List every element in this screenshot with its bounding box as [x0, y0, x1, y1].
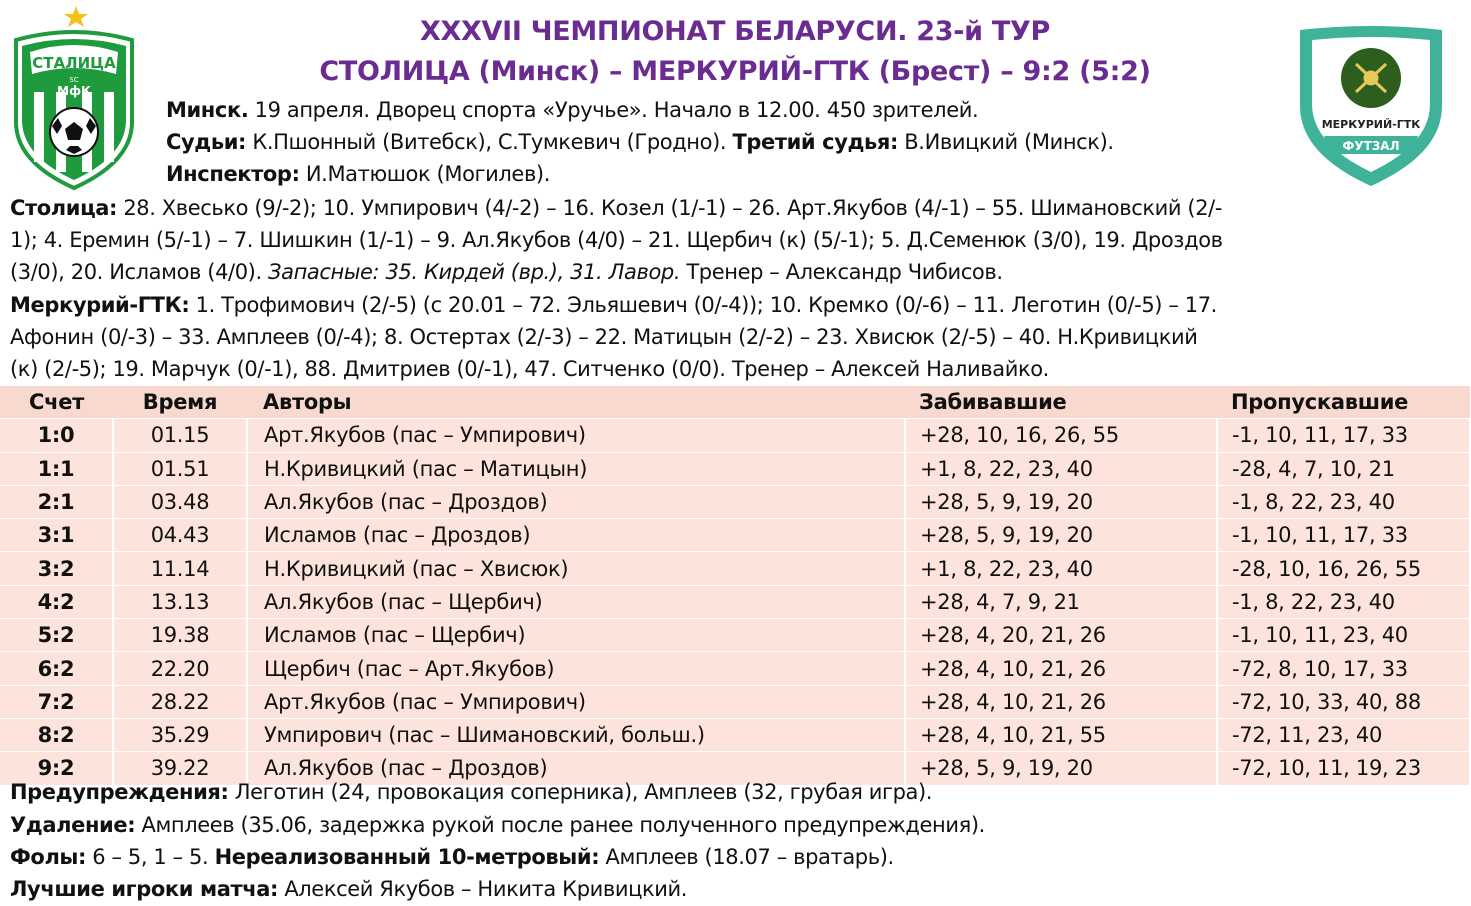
best-players-line: Лучшие игроки матча: Алексей Якубов – Никита Кривицкий.: [10, 877, 688, 901]
match-title: СТОЛИЦА (Минск) – МЕРКУРИЙ-ГТК (Брест) – 9:2 (5:2): [319, 56, 1151, 87]
table-row: 9:2 39.22 Ал.Якубов (пас – Дроздов) +28, 5, 9, 19, 20 -72, 10, 11, 19, 23: [0, 752, 1470, 785]
table-row: 3:1 04.43 Исламов (пас – Дроздов) +28, 5, 9, 19, 20 -1, 10, 11, 17, 33: [0, 519, 1470, 552]
goals-table-header: [0, 386, 1470, 419]
stolitsa-logo: [8, 2, 140, 192]
goals-table: [0, 386, 1471, 786]
sendoff-line: Удаление: Амплеев (35.06, задержка рукой после ранее полученного предупреждения).: [10, 813, 985, 837]
table-row: 4:2 13.13 Ал.Якубов (пас – Щербич) +28, 4, 7, 9, 21 -1, 8, 22, 23, 40: [0, 585, 1470, 618]
col-authors: Авторы: [247, 386, 905, 419]
svg-text:МЕРКУРИЙ-ГТК: МЕРКУРИЙ-ГТК: [1321, 118, 1421, 131]
table-row: 6:2 22.20 Щербич (пас – Арт.Якубов) +28, 4, 10, 21, 26 -72, 8, 10, 17, 33: [0, 652, 1470, 685]
col-conceders-on-court: Пропускавшие: [1217, 386, 1470, 419]
svg-text:ФУТЗАЛ: ФУТЗАЛ: [1342, 139, 1400, 153]
stolitsa-lineup-line-2: 1); 4. Еремин (5/-1) – 7. Шишкин (1/-1) – 9. Ал.Якубов (4/0) – 21. Щербич (к) (5/-1); 5. Д.Семенюк (3/0), 19. Дроздов: [10, 228, 1223, 252]
table-row: 2:1 03.48 Ал.Якубов (пас – Дроздов) +28, 5, 9, 19, 20 -1, 8, 22, 23, 40: [0, 485, 1470, 518]
merkury-lineup-line-1: Меркурий-ГТК: 1. Трофимович (2/-5) (с 20.01 – 72. Эльяшевич (0/-4)); 10. Кремко (0/-6) – 11. Леготин (0/-5) – 17.: [10, 293, 1217, 317]
championship-title: XXXVII ЧЕМПИОНАТ БЕЛАРУСИ. 23-й ТУР: [419, 16, 1051, 47]
match-place-line: Минск. 19 апреля. Дворец спорта «Уручье». Начало в 12.00. 450 зрителей.: [166, 98, 979, 122]
col-score: Счет: [0, 386, 113, 419]
table-row: 1:0 01.15 Арт.Якубов (пас – Умпирович) +28, 10, 16, 26, 55 -1, 10, 11, 17, 33: [0, 419, 1470, 452]
svg-text:SC: SC: [69, 76, 79, 84]
col-time: Время: [113, 386, 247, 419]
stolitsa-lineup-line-1: Столица: 28. Хвесько (9/-2); 10. Умпирович (4/-2) – 16. Козел (1/-1) – 26. Арт.Якубов (4/-1) – 55. Шимановский (2/-: [10, 196, 1223, 220]
inspector-line: Инспектор: И.Матюшок (Могилев).: [166, 162, 550, 186]
table-row: 7:2 28.22 Арт.Якубов (пас – Умпирович) +28, 4, 10, 21, 26 -72, 10, 33, 40, 88: [0, 685, 1470, 718]
table-row: 1:1 01.51 Н.Кривицкий (пас – Матицын) +1, 8, 22, 23, 40 -28, 4, 7, 10, 21: [0, 452, 1470, 485]
fouls-line: Фолы: 6 – 5, 1 – 5. Нереализованный 10-метровый: Амплеев (18.07 – вратарь).: [10, 845, 894, 869]
table-row: 5:2 19.38 Исламов (пас – Щербич) +28, 4, 20, 21, 26 -1, 10, 11, 23, 40: [0, 619, 1470, 652]
table-row: 8:2 35.29 Умпирович (пас – Шимановский, больш.) +28, 4, 10, 21, 55 -72, 11, 23, 40: [0, 718, 1470, 751]
referees-line: Судьи: К.Пшонный (Витебск), С.Тумкевич (Гродно). Третий судья: В.Ивицкий (Минск).: [166, 130, 1114, 154]
soccer-ball-icon: [50, 108, 98, 156]
svg-text:СТАЛИЦА: СТАЛИЦА: [32, 54, 116, 72]
table-row: 3:2 11.14 Н.Кривицкий (пас – Хвисюк) +1, 8, 22, 23, 40 -28, 10, 16, 26, 55: [0, 552, 1470, 585]
star-icon: [64, 6, 88, 27]
merkury-gtk-logo: [1298, 26, 1444, 188]
col-scorers-on-court: Забивавшие: [905, 386, 1217, 419]
warnings-line: Предупреждения: Леготин (24, провокация соперника), Амплеев (32, грубая игра).: [10, 780, 933, 804]
merkury-lineup-line-2: Афонин (0/-3) – 33. Амплеев (0/-4); 8. Остертах (2/-3) – 22. Матицын (2/-2) – 23. Хвисюк (2/-5) – 40. Н.Кривицкий: [10, 325, 1198, 349]
stolitsa-lineup-line-3: (3/0), 20. Исламов (4/0). Запасные: 35. Кирдей (вр.), 31. Лавор. Тренер – Александр Чибисов.: [10, 260, 1003, 284]
merkury-lineup-line-3: (к) (2/-5); 19. Марчук (0/-1), 88. Дмитриев (0/-1), 47. Ситченко (0/0). Тренер – Алексей Наливайко.: [10, 357, 1049, 381]
svg-text:МфК: МфК: [57, 84, 91, 98]
